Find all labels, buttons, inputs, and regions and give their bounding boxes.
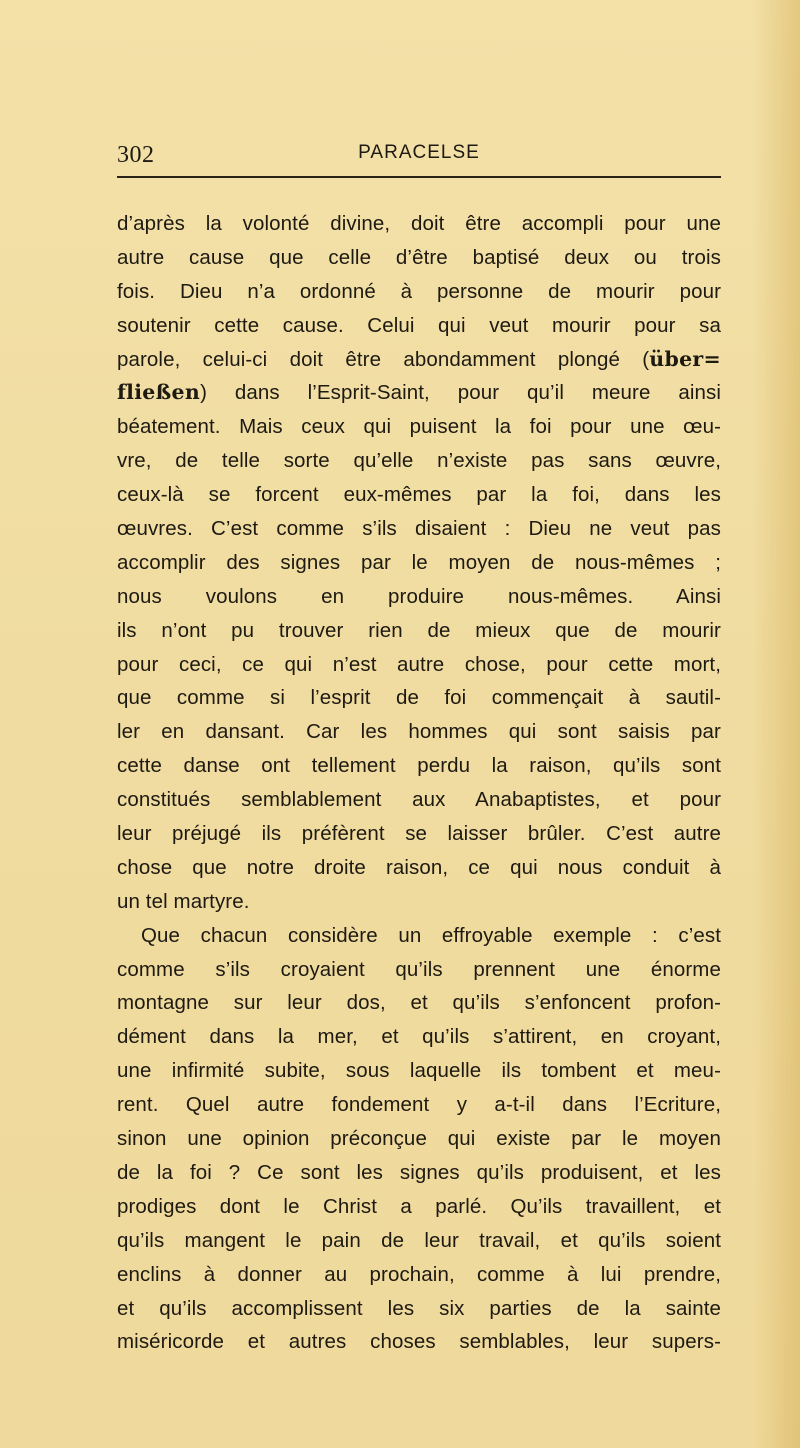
text-line: montagne sur leur dos, et qu’ils s’enfoncent profon- [117, 991, 721, 1015]
text-line: fois. Dieu n’a ordonné à personne de mourir pour [117, 279, 721, 303]
text-line: dément dans la mer, et qu’ils s’attirent, en croyant, [117, 1025, 721, 1049]
text-line: leur préjugé ils préfèrent se laisser brûler. C’est autre [117, 822, 721, 846]
text-line: que comme si l’esprit de foi commençait à sautil- [117, 686, 721, 710]
text-line: vre, de telle sorte qu’elle n’existe pas sans œuvre, [117, 449, 721, 473]
running-title: PARACELSE [358, 142, 480, 163]
text-line: soutenir cette cause. Celui qui veut mourir pour sa [117, 313, 721, 337]
body-text [117, 207, 721, 1359]
text-line: ceux-là se forcent eux-mêmes par la foi, dans les [117, 483, 721, 507]
text-line: de la foi ? Ce sont les signes qu’ils produisent, et les [117, 1160, 721, 1184]
text-line: ler en dansant. Car les hommes qui sont saisis par [117, 720, 721, 744]
text-line: qu’ils mangent le pain de leur travail, et qu’ils soient [117, 1228, 721, 1252]
text-line: ils n’ont pu trouver rien de mieux que de mourir [117, 618, 721, 642]
text-line: chose que notre droite raison, ce qui nous conduit à [117, 855, 721, 879]
text-line: rent. Quel autre fondement y a-t-il dans l’Ecriture, [117, 1093, 721, 1117]
paragraph-1 [117, 207, 721, 919]
text-line: autre cause que celle d’être baptisé deux ou trois [117, 245, 721, 269]
german-term: fließen [117, 380, 201, 405]
paragraph-2 [117, 919, 721, 1360]
text-line: accomplir des signes par le moyen de nous-mêmes ; [117, 550, 721, 574]
german-term: über= [649, 346, 721, 371]
text-line: prodiges dont le Christ a parlé. Qu’ils travaillent, et [117, 1194, 721, 1218]
text-line: d’après la volonté divine, doit être accompli pour une [117, 212, 721, 235]
text-line: sinon une opinion préconçue qui existe par le moyen [117, 1127, 721, 1151]
text-line: nous voulons en produire nous-mêmes. Ainsi [117, 584, 721, 608]
text-line: béatement. Mais ceux qui puisent la foi pour une œu- [117, 415, 721, 439]
text-line: Que chacun considère un effroyable exemple : c’est [141, 923, 721, 947]
text-line: pour ceci, ce qui n’est autre chose, pour cette mort, [117, 652, 721, 676]
text-line: enclins à donner au prochain, comme à lui prendre, [117, 1262, 721, 1286]
text-line: parole, celui-ci doit être abondamment plongé (über= [117, 346, 721, 371]
text-line: comme s’ils croyaient qu’ils prennent une énorme [117, 957, 721, 981]
text-line: miséricorde et autres choses semblables, leur supers- [117, 1330, 721, 1354]
text-line: constitués semblablement aux Anabaptistes, et pour [117, 788, 721, 812]
page-number: 302 [117, 142, 155, 168]
header-rule [117, 176, 721, 178]
text-line: cette danse ont tellement perdu la raison, qu’ils sont [117, 754, 721, 778]
text-line: un tel martyre. [117, 889, 250, 913]
page-header [117, 138, 721, 170]
text-line: œuvres. C’est comme s’ils disaient : Dieu ne veut pas [117, 517, 721, 541]
text-line: et qu’ils accomplissent les six parties de la sainte [117, 1296, 721, 1320]
text-line: une infirmité subite, sous laquelle ils tombent et meu- [117, 1059, 721, 1083]
text-line-fraktur: fließen) dans l’Esprit-Saint, pour qu’il meure ainsi [117, 380, 721, 405]
